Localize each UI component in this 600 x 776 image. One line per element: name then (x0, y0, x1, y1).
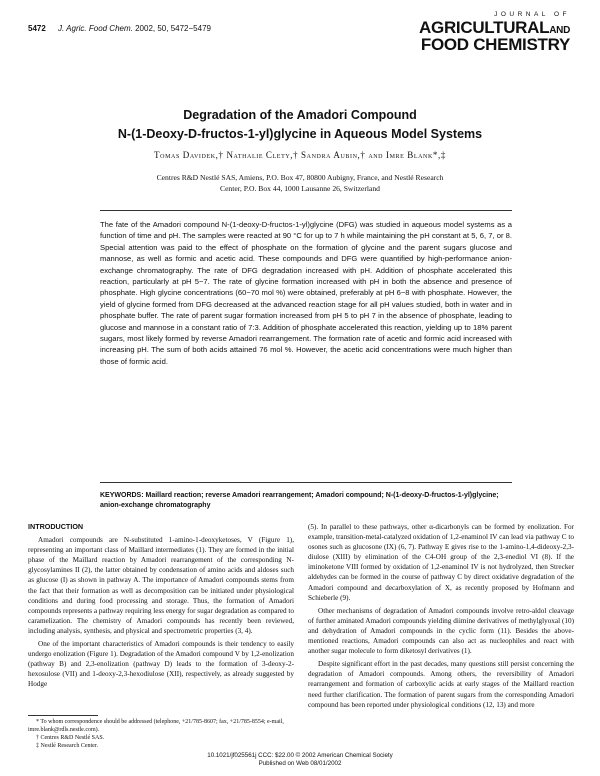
page-number: 5472 (28, 24, 46, 33)
running-header (28, 24, 211, 33)
intro-paragraph-4: Other mechanisms of degradation of Amadori compounds involve retro-aldol cleavage of further aminated Amadori compounds yielding diimine derivatives of methylglyoxal (10) and dehydration of Amadori compounds in the cyclic form (11). Besides the above-mentioned reactions, Amadori compounds can also act as nucleophiles and react with another sugar molecule to form diketosyl derivatives (1). (308, 606, 574, 656)
keywords-label: KEYWORDS: (100, 492, 144, 499)
abstract: The fate of the Amadori compound N-(1-deoxy-D-fructos-1-yl)glycine (DFG) was studied in aqueous model systems as a function of time and pH. The samples were reacted at 90 °C for up to 7 h while maintaining the pH constant at 5, 6, 7, or 8. Special attention was paid to the effect of phosphate on the formation of glycine and the parent sugars glucose and mannose, as well as formic and acetic acid. These compounds and DFG were quantified by high-performance anion-exchange chromatography. The rate of DFG degradation increased with pH. Addition of phosphate accelerated this reaction, particularly at pH 5−7. The rate of glycine formation increased with pH in both the absence and presence of phosphate. High glycine concentrations (60−70 mol %) were obtained, preferably at pH 6−8 with phosphate. However, the yield of glycine formed from DFG decreased at the advanced reaction stage for all pH values studied, both in water and in phosphate buffer. The rate of parent sugar formation increased from pH 5 to pH 7 in the absence of phosphate, leading to glucose and mannose in a constant ratio of 7:3. Addition of phosphate accelerated this reaction, yielding up to 18% parent sugars, most likely formed by reverse Amadori rearrangement. The formation rate of acetic and formic acid increased with increasing pH. The sum of both acids attained 76 mol %. However, the acetic acid concentrations were much higher than those of formic acid. (100, 220, 512, 366)
journal-logo (419, 12, 570, 53)
footnote-affiliation-2: ‡ Nestlé Research Center. (36, 743, 98, 749)
section-heading-introduction: INTRODUCTION (28, 522, 84, 531)
keywords (100, 491, 512, 511)
title-line-1: Degradation of the Amadori Compound (183, 108, 417, 122)
keywords-text: Maillard reaction; reverse Amadori rearrangement; Amadori compound; N-(1-deoxy-D-fructos-1-yl)glycine; anion-exchange chromatography (100, 492, 499, 509)
abstract-top-rule (100, 210, 512, 211)
footnote-affiliation-1: † Centres R&D Nestlé SAS. (36, 735, 105, 741)
intro-paragraph-3: (5). In parallel to these pathways, other α-dicarbonyls can be formed by enolization. For example, transition-metal-catalyzed oxidation of 1,2-enaminol IV can lead via pathway C to osones such as glucosone (IX) (6, 7). Pathway E gives rise to the 1-amino-1,4-dideoxy-2,3-diulose (XIII) by elimination of the C4-OH group of the 2,3-enediol VI (8). If the iminoketone VIII formed by oxidation of 1,2-enaminol IV is not hydrolyzed, then Strecker aldehydes can be formed in the course of pathway C by direct oxidative degradation of the Amadori compound and decarboxylation of X, as recently proposed by Hofmann and Schieberle (9). (308, 523, 574, 602)
logo-mid-text: AGRICULTURALAND (419, 17, 570, 37)
footnote-rule (28, 715, 98, 716)
left-column (28, 522, 294, 693)
publication-info (0, 752, 600, 768)
logo-top-text: JOURNAL OF (494, 11, 570, 18)
logo-bottom-text: FOOD CHEMISTRY (420, 34, 570, 54)
published-date: Published on Web 08/01/2002 (258, 760, 342, 767)
intro-paragraph-5: Despite significant effort in the past decades, many questions still persist concerning the degradation of Amadori compounds. Among others, the reversibility of Amadori rearrangement and formation of carboxylic acids at early stages of the Maillard reaction need further clarification. The formation of parent sugars from the corresponding Amadori compound has been reported under physiological conditions (12, 13) and more (308, 660, 574, 709)
affiliations: Centres R&D Nestlé SAS, Amiens, P.O. Box 47, 80800 Aubigny, France, and Nestlé Research Center, P.O. Box 44, 1000 Lausanne 26, Switzerland (156, 173, 444, 193)
abstract-bottom-rule (100, 482, 512, 483)
footnote-correspondence: * To whom correspondence should be addressed (telephone, +21/785-8607; fax, +21/785-8554; e-mail, imre.blank@rdls.nestle.com). (28, 719, 284, 733)
journal-name: J. Agric. Food Chem. (58, 24, 133, 33)
author-list: Tomas Davidek,† Nathalie Clety,† Sandra Aubin,† and Imre Blank*,‡ (154, 150, 446, 160)
article-title (0, 106, 600, 144)
title-line-2: N-(1-Deoxy-D-fructos-1-yl)glycine in Aqueous Model Systems (117, 127, 483, 141)
doi-line: 10.1021/jf025561j CCC: $22.00 © 2002 American Chemical Society (207, 752, 393, 759)
right-column (308, 522, 574, 713)
intro-paragraph-2: One of the important characteristics of Amadori compounds is their tendency to easily undergo enolization (Figure 1). Degradation of the Amadori compound V by 1,2-enolization (pathway B) and 2,3-enolization (pathway D) leads to the formation of 3-deoxy-2-hexosulose (VII) and 1-deoxy-2,3-hexodiulose (XII), respectively, as already suggested by Hodge (28, 640, 294, 689)
footnotes (28, 718, 294, 750)
journal-citation: 2002, 50, 5472−5479 (135, 24, 211, 33)
intro-paragraph-1: Amadori compounds are N-substituted 1-amino-1-deoxyketoses, V (Figure 1), representing an important class of Maillard intermediates (1). They are formed in the initial phase of the Maillard reaction by Amadori rearrangement of the corresponding N-glycosylamines II (2), the latter obtained by condensation of amino acids and aldoses such as glucose (I) as shown in pathway A. The importance of Amadori compounds stems from the fact that their formation as well as decomposition can be initiated under physiological conditions and during food processing and storage. Thus, the formation of Amadori compounds represents a pathway requiring less energy for sugar degradation as compared to caramelization. The chemistry of Amadori compounds has recently been reviewed, including analysis, synthesis, and physical and spectrometric properties (3, 4). (28, 536, 294, 635)
